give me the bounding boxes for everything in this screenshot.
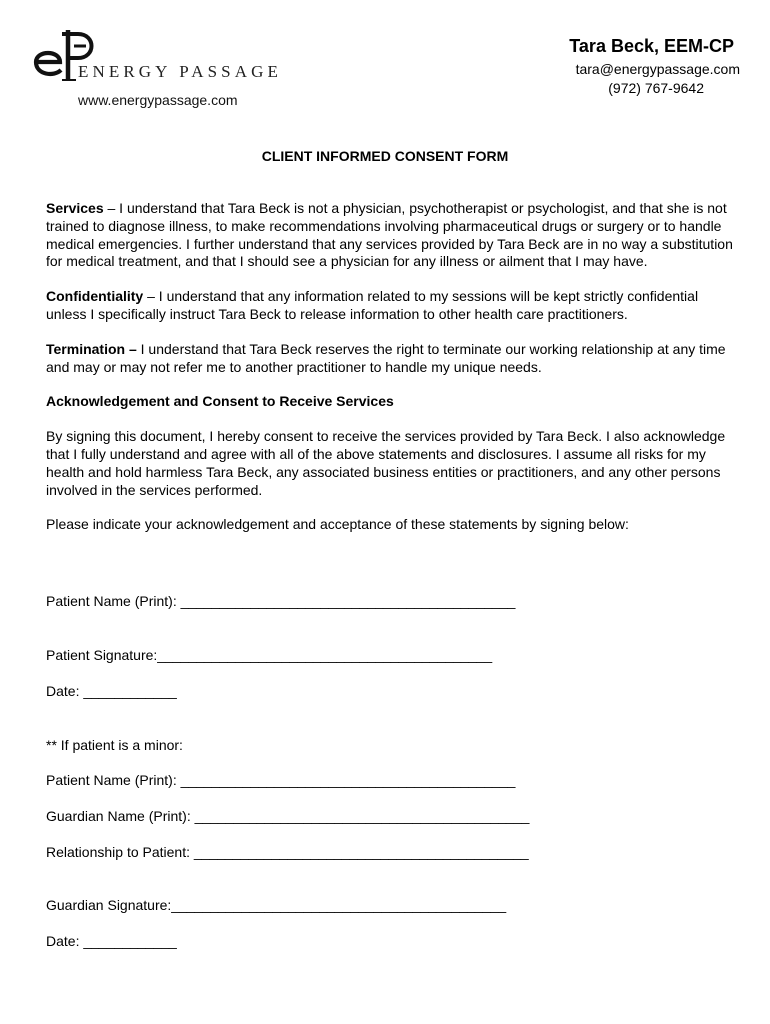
- termination-section: [46, 341, 736, 377]
- guardian-signature-field[interactable]: Guardian Signature:___________________________________________: [46, 897, 507, 913]
- confidentiality-text: – I understand that any information related to my sessions will be kept strictly confidential unless I specifically instruct Tara Beck to release information to other health care practitioners.: [46, 288, 699, 322]
- termination-label: Termination –: [46, 340, 137, 357]
- patient-signature-field[interactable]: Patient Signature:___________________________________________: [46, 647, 493, 663]
- termination-text: I understand that Tara Beck reserves the right to terminate our working relationship at any time and may or may not refer me to another practitioner to handle my unique needs.: [46, 340, 726, 375]
- services-text: – I understand that Tara Beck is not a physician, psychotherapist or psychologist, and that she is not trained to diagnose illness, to make recommendations involving pharmaceutical drugs or surgery or to handle medical emergencies. I further understand that any services provided by Tara Beck are in no way a substitution for medical treatment, and that I should see a physician for any illness or ailment that I may have.: [46, 200, 733, 270]
- minor-patient-name-field[interactable]: Patient Name (Print): ___________________________________________: [46, 772, 516, 788]
- contact-phone: (972) 767-9642: [608, 80, 704, 96]
- services-section: [46, 200, 736, 271]
- guardian-name-field[interactable]: Guardian Name (Print): ___________________________________________: [46, 808, 530, 824]
- contact-block: [520, 36, 740, 96]
- acknowledgement-heading: Acknowledgement and Consent to Receive Services: [46, 393, 394, 410]
- confidentiality-label: Confidentiality: [46, 288, 144, 305]
- form-body: [46, 200, 736, 550]
- contact-email[interactable]: tara@energypassage.com: [575, 61, 740, 77]
- confidentiality-section: [46, 288, 736, 324]
- guardian-date-field[interactable]: Date: ____________: [46, 933, 177, 949]
- date-field[interactable]: Date: ____________: [46, 683, 177, 699]
- minor-note: ** If patient is a minor:: [46, 737, 183, 753]
- form-title: CLIENT INFORMED CONSENT FORM: [261, 148, 509, 164]
- indicate-instruction: Please indicate your acknowledgement and acceptance of these statements by signing below:: [46, 516, 629, 533]
- relationship-field[interactable]: Relationship to Patient: ___________________________________________: [46, 844, 529, 860]
- contact-name: Tara Beck, EEM-CP: [569, 36, 734, 56]
- energy-passage-logo: [30, 28, 310, 88]
- acknowledgement-body: By signing this document, I hereby consent to receive the services provided by Tara Beck. I also acknowledge that I fully understand and agree with all of the above statements and disclosures. I assume all risks for my health and hold harmless Tara Beck, any associated business entities or practitioners, and any other persons involved in the services performed.: [46, 428, 726, 498]
- website-link[interactable]: www.energypassage.com: [78, 92, 238, 108]
- services-label: Services: [46, 200, 104, 216]
- logo-wordmark: ENERGY PASSAGE: [78, 62, 282, 81]
- patient-name-field[interactable]: Patient Name (Print): ___________________________________________: [46, 593, 516, 609]
